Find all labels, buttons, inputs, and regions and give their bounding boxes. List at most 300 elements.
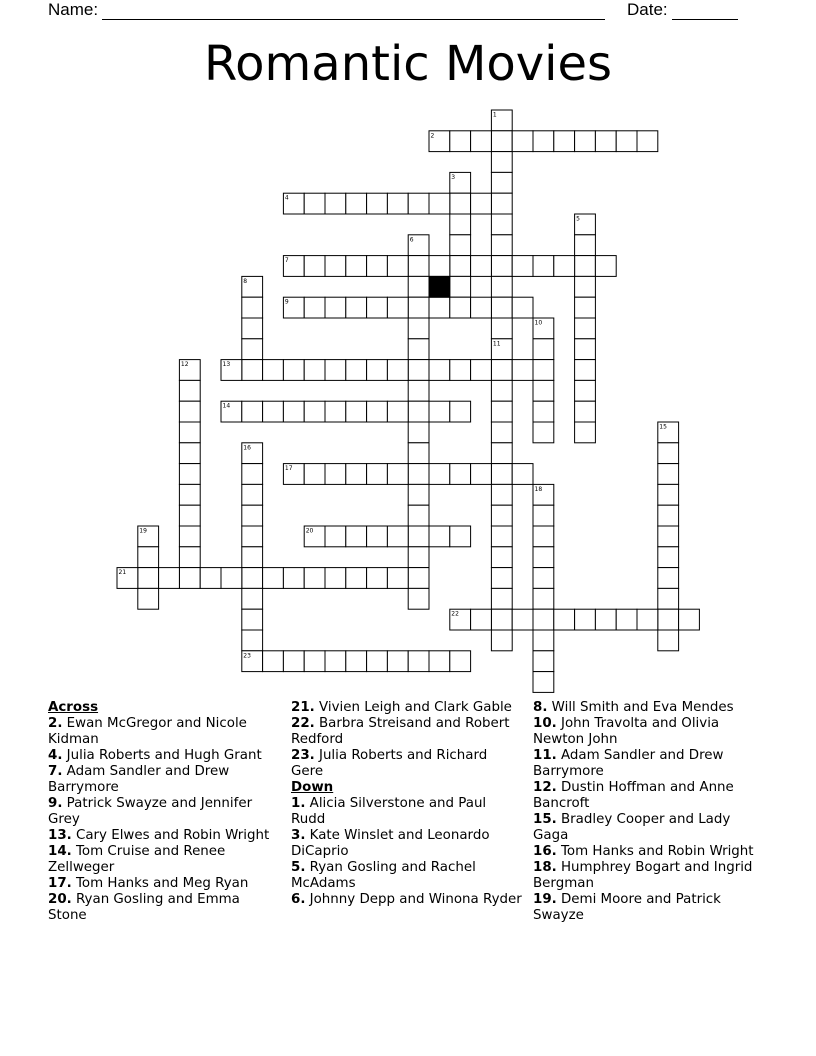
- clue-text: Patrick Swayze and Jennifer Grey: [48, 796, 253, 827]
- grid-cell[interactable]: [533, 380, 554, 401]
- clue-text: Dustin Hoffman and Anne Bancroft: [533, 780, 734, 811]
- grid-cell[interactable]: [491, 526, 512, 547]
- grid-cell[interactable]: [179, 568, 200, 589]
- grid-cell[interactable]: [512, 131, 533, 152]
- grid-cell[interactable]: [575, 131, 596, 152]
- grid-cell[interactable]: [387, 401, 408, 422]
- grid-cell[interactable]: [325, 360, 346, 381]
- grid-cell[interactable]: [221, 568, 242, 589]
- grid-cell[interactable]: [304, 193, 325, 214]
- grid-cell[interactable]: [491, 276, 512, 297]
- down-heading: Down: [291, 780, 334, 795]
- clue-number-15: 15: [659, 423, 667, 431]
- grid-cell[interactable]: [533, 526, 554, 547]
- grid-cell[interactable]: [429, 256, 450, 277]
- grid-cell[interactable]: [346, 193, 367, 214]
- clue-text: Tom Hanks and Robin Wright: [556, 844, 754, 859]
- clue-number: 7.: [48, 764, 63, 779]
- grid-cell[interactable]: [179, 505, 200, 526]
- clue-number-23: 23: [243, 652, 251, 660]
- grid-cell[interactable]: [429, 360, 450, 381]
- grid-cell[interactable]: [242, 339, 263, 360]
- grid-cell[interactable]: [408, 360, 429, 381]
- grid-cell[interactable]: [408, 256, 429, 277]
- grid-cell[interactable]: [491, 464, 512, 485]
- grid-cell[interactable]: [242, 484, 263, 505]
- grid-cell[interactable]: [658, 568, 679, 589]
- clue-number-12: 12: [180, 361, 189, 369]
- grid-cell[interactable]: [408, 547, 429, 568]
- grid-cell[interactable]: [408, 568, 429, 589]
- clue-text: Will Smith and Eva Mendes: [547, 700, 734, 715]
- grid-cell[interactable]: [491, 360, 512, 381]
- grid-cell[interactable]: [575, 297, 596, 318]
- clue-column-3: [533, 700, 768, 924]
- clue-number-19: 19: [139, 527, 147, 535]
- grid-cell[interactable]: [491, 256, 512, 277]
- grid-cell[interactable]: [242, 360, 263, 381]
- grid-cell[interactable]: [304, 651, 325, 672]
- grid-cell[interactable]: [533, 672, 554, 693]
- grid-cell[interactable]: [304, 401, 325, 422]
- grid-cell[interactable]: [179, 464, 200, 485]
- grid-cell[interactable]: [471, 297, 492, 318]
- grid-cell[interactable]: [325, 464, 346, 485]
- grid-cell[interactable]: [533, 651, 554, 672]
- grid-cell[interactable]: [263, 568, 284, 589]
- grid-cell[interactable]: [408, 443, 429, 464]
- clue-number-3: 3: [451, 173, 456, 181]
- grid-cell[interactable]: [491, 152, 512, 173]
- grid-cell[interactable]: [491, 484, 512, 505]
- clue-number-22: 22: [451, 610, 459, 618]
- grid-cell[interactable]: [179, 443, 200, 464]
- clue-text: Tom Hanks and Meg Ryan: [71, 876, 249, 891]
- down-clue: [533, 780, 768, 812]
- clue-number: 15.: [533, 812, 557, 827]
- clue-number: 3.: [291, 828, 306, 843]
- across-clue: [48, 828, 280, 844]
- grid-cell[interactable]: [242, 318, 263, 339]
- grid-cell[interactable]: [575, 235, 596, 256]
- clue-text: Kate Winslet and Leonardo DiCaprio: [291, 828, 490, 859]
- grid-cell[interactable]: [533, 568, 554, 589]
- grid-cell[interactable]: [367, 568, 388, 589]
- grid-cell[interactable]: [595, 131, 616, 152]
- name-label: Name:: [48, 0, 99, 19]
- clue-number: 2.: [48, 716, 63, 731]
- grid-cell[interactable]: [616, 609, 637, 630]
- grid-cell[interactable]: [325, 651, 346, 672]
- grid-cell[interactable]: [491, 568, 512, 589]
- grid-cell[interactable]: [283, 651, 304, 672]
- grid-cell[interactable]: [491, 422, 512, 443]
- grid-cell[interactable]: [533, 422, 554, 443]
- grid-cell[interactable]: [491, 214, 512, 235]
- clue-text: Adam Sandler and Drew Barrymore: [48, 764, 230, 795]
- grid-cell[interactable]: [679, 609, 700, 630]
- across-clue: [48, 748, 280, 764]
- grid-cell[interactable]: [658, 526, 679, 547]
- down-clue: [533, 860, 768, 892]
- grid-cell[interactable]: [304, 360, 325, 381]
- grid-cell[interactable]: [367, 193, 388, 214]
- clue-text: Barbra Streisand and Robert Redford: [291, 716, 510, 747]
- grid-cell[interactable]: [533, 588, 554, 609]
- grid-cell[interactable]: [200, 568, 221, 589]
- clue-number-2: 2: [430, 132, 435, 140]
- across-clue: [48, 796, 280, 828]
- clue-column-2: [291, 700, 523, 908]
- grid-cell[interactable]: [491, 630, 512, 651]
- grid-cell[interactable]: [242, 588, 263, 609]
- grid-cell[interactable]: [242, 609, 263, 630]
- grid-cell[interactable]: [263, 360, 284, 381]
- clue-text: Vivien Leigh and Clark Gable: [314, 700, 512, 715]
- grid-cell[interactable]: [179, 547, 200, 568]
- grid-cell[interactable]: [367, 297, 388, 318]
- grid-cell[interactable]: [491, 401, 512, 422]
- clue-number: 20.: [48, 892, 72, 907]
- clue-number-9: 9: [284, 298, 289, 306]
- grid-cell[interactable]: [263, 651, 284, 672]
- grid-cell[interactable]: [554, 256, 575, 277]
- across-clue: [291, 748, 523, 780]
- grid-cell[interactable]: [658, 609, 679, 630]
- across-clue: [48, 716, 280, 748]
- grid-cell[interactable]: [491, 318, 512, 339]
- grid-cell[interactable]: [450, 193, 471, 214]
- clue-number-16: 16: [243, 444, 251, 452]
- clue-number-17: 17: [284, 465, 293, 473]
- down-clue: [291, 892, 523, 908]
- clue-number: 18.: [533, 860, 557, 875]
- clue-number: 16.: [533, 844, 557, 859]
- grid-cell[interactable]: [450, 256, 471, 277]
- grid-cell[interactable]: [491, 443, 512, 464]
- grid-cell[interactable]: [575, 422, 596, 443]
- grid-cell[interactable]: [491, 193, 512, 214]
- date-label: Date:: [627, 0, 668, 19]
- grid-cell[interactable]: [408, 484, 429, 505]
- grid-cell[interactable]: [450, 464, 471, 485]
- grid-cell[interactable]: [533, 505, 554, 526]
- grid-cell[interactable]: [367, 256, 388, 277]
- grid-cell[interactable]: [450, 214, 471, 235]
- grid-cell[interactable]: [325, 256, 346, 277]
- grid-cell[interactable]: [346, 256, 367, 277]
- grid-cell[interactable]: [304, 297, 325, 318]
- grid-cell[interactable]: [575, 339, 596, 360]
- clue-number: 17.: [48, 876, 72, 891]
- grid-cell[interactable]: [533, 547, 554, 568]
- grid-cell[interactable]: [346, 360, 367, 381]
- grid-cell[interactable]: [575, 360, 596, 381]
- grid-cell[interactable]: [242, 297, 263, 318]
- grid-cell[interactable]: [283, 401, 304, 422]
- clue-text: Demi Moore and Patrick Swayze: [533, 892, 721, 923]
- grid-cell[interactable]: [387, 256, 408, 277]
- grid-cell[interactable]: [616, 131, 637, 152]
- grid-cell[interactable]: [325, 526, 346, 547]
- down-clue: [533, 892, 768, 924]
- clue-text: Julia Roberts and Richard Gere: [291, 748, 488, 779]
- grid-cell[interactable]: [325, 401, 346, 422]
- grid-cell[interactable]: [658, 484, 679, 505]
- grid-cell[interactable]: [346, 651, 367, 672]
- grid-cell[interactable]: [408, 339, 429, 360]
- clue-number: 22.: [291, 716, 315, 731]
- grid-cell[interactable]: [408, 297, 429, 318]
- across-heading: Across: [48, 700, 99, 715]
- clue-number-11: 11: [492, 340, 501, 348]
- across-clue: [291, 700, 523, 716]
- grid-cell[interactable]: [554, 609, 575, 630]
- grid-cell[interactable]: [512, 609, 533, 630]
- grid-cell[interactable]: [408, 588, 429, 609]
- grid-cell[interactable]: [491, 609, 512, 630]
- grid-cell[interactable]: [450, 131, 471, 152]
- grid-cell[interactable]: [429, 193, 450, 214]
- grid-cell[interactable]: [408, 651, 429, 672]
- grid-cell[interactable]: [491, 380, 512, 401]
- grid-cell[interactable]: [408, 318, 429, 339]
- clue-number: 23.: [291, 748, 315, 763]
- grid-cell[interactable]: [242, 505, 263, 526]
- clue-number: 10.: [533, 716, 557, 731]
- grid-cell[interactable]: [575, 401, 596, 422]
- clue-number: 11.: [533, 748, 557, 763]
- grid-cell[interactable]: [512, 256, 533, 277]
- grid-cell[interactable]: [450, 526, 471, 547]
- grid-cell[interactable]: [450, 276, 471, 297]
- grid-cell[interactable]: [242, 526, 263, 547]
- clue-text: Bradley Cooper and Lady Gaga: [533, 812, 731, 843]
- grid-cell[interactable]: [429, 401, 450, 422]
- grid-cell[interactable]: [533, 609, 554, 630]
- grid-cell[interactable]: [429, 464, 450, 485]
- grid-cell[interactable]: [512, 297, 533, 318]
- grid-cell[interactable]: [283, 568, 304, 589]
- clue-text: John Travolta and Olivia Newton John: [533, 716, 720, 747]
- clue-number-5: 5: [576, 215, 580, 223]
- grid-cell[interactable]: [408, 526, 429, 547]
- grid-cell[interactable]: [595, 609, 616, 630]
- grid-cell[interactable]: [179, 380, 200, 401]
- grid-cell[interactable]: [304, 464, 325, 485]
- grid-cell[interactable]: [533, 401, 554, 422]
- grid-cell[interactable]: [346, 401, 367, 422]
- grid-cell[interactable]: [491, 547, 512, 568]
- grid-cell[interactable]: [159, 568, 180, 589]
- grid-cell[interactable]: [491, 172, 512, 193]
- grid-cell[interactable]: [408, 401, 429, 422]
- grid-cell[interactable]: [367, 526, 388, 547]
- down-clue: [533, 748, 768, 780]
- across-clue: [48, 764, 280, 796]
- grid-cell[interactable]: [387, 360, 408, 381]
- clue-number-21: 21: [118, 569, 127, 577]
- grid-cell[interactable]: [471, 360, 492, 381]
- grid-cell[interactable]: [179, 422, 200, 443]
- grid-cell[interactable]: [491, 588, 512, 609]
- clue-number: 19.: [533, 892, 557, 907]
- grid-cell[interactable]: [387, 297, 408, 318]
- clue-text: Alicia Silverstone and Paul Rudd: [291, 796, 487, 827]
- grid-cell[interactable]: [512, 360, 533, 381]
- clue-number: 13.: [48, 828, 72, 843]
- grid-cell[interactable]: [575, 609, 596, 630]
- down-clue: [533, 716, 768, 748]
- grid-cell[interactable]: [658, 547, 679, 568]
- grid-cell[interactable]: [491, 297, 512, 318]
- grid-cell[interactable]: [346, 297, 367, 318]
- grid-cell[interactable]: [533, 256, 554, 277]
- clue-number: 9.: [48, 796, 63, 811]
- grid-cell[interactable]: [533, 630, 554, 651]
- grid-cell[interactable]: [512, 464, 533, 485]
- grid-cell[interactable]: [450, 651, 471, 672]
- clue-number-7: 7: [284, 257, 289, 265]
- clue-number: 21.: [291, 700, 315, 715]
- clue-text: Johnny Depp and Winona Ryder: [305, 892, 522, 907]
- grid-cell[interactable]: [575, 256, 596, 277]
- grid-cell[interactable]: [658, 464, 679, 485]
- grid-cell[interactable]: [554, 131, 575, 152]
- clue-number: 14.: [48, 844, 72, 859]
- grid-cell[interactable]: [450, 360, 471, 381]
- grid-cell[interactable]: [471, 609, 492, 630]
- grid-cell[interactable]: [491, 235, 512, 256]
- grid-cell[interactable]: [304, 256, 325, 277]
- grid-cell[interactable]: [408, 422, 429, 443]
- grid-cell[interactable]: [450, 235, 471, 256]
- grid-cell[interactable]: [242, 568, 263, 589]
- clue-text: Cary Elwes and Robin Wright: [71, 828, 270, 843]
- down-clue: [533, 812, 768, 844]
- clue-number: 6.: [291, 892, 306, 907]
- clue-number-18: 18: [534, 485, 543, 493]
- grid-cell[interactable]: [575, 380, 596, 401]
- grid-cell[interactable]: [408, 505, 429, 526]
- clue-number: 8.: [533, 700, 548, 715]
- clue-number-14: 14: [222, 402, 231, 410]
- grid-cell[interactable]: [367, 464, 388, 485]
- clue-number: 12.: [533, 780, 557, 795]
- down-clue: [291, 860, 523, 892]
- grid-cell[interactable]: [179, 484, 200, 505]
- grid-cell[interactable]: [408, 380, 429, 401]
- grid-cell[interactable]: [242, 547, 263, 568]
- down-clue: [533, 700, 768, 716]
- grid-cell[interactable]: [658, 588, 679, 609]
- grid-cell[interactable]: [346, 464, 367, 485]
- across-clue: [48, 844, 280, 876]
- grid-cell[interactable]: [263, 401, 284, 422]
- grid-cell[interactable]: [471, 464, 492, 485]
- grid-cell[interactable]: [471, 193, 492, 214]
- clue-number-8: 8: [243, 277, 248, 285]
- grid-cell[interactable]: [367, 360, 388, 381]
- grid-cell[interactable]: [429, 526, 450, 547]
- grid-cell[interactable]: [387, 526, 408, 547]
- grid-cell[interactable]: [575, 276, 596, 297]
- page-title: Romantic Movies: [203, 36, 613, 92]
- grid-cell[interactable]: [138, 588, 159, 609]
- grid-cell[interactable]: [325, 193, 346, 214]
- grid-cell[interactable]: [387, 651, 408, 672]
- grid-cell[interactable]: [304, 568, 325, 589]
- grid-cell[interactable]: [491, 505, 512, 526]
- grid-cell[interactable]: [658, 630, 679, 651]
- grid-cell[interactable]: [429, 651, 450, 672]
- clue-text: Humphrey Bogart and Ingrid Bergman: [533, 860, 753, 891]
- grid-cell[interactable]: [179, 401, 200, 422]
- grid-cell[interactable]: [387, 464, 408, 485]
- grid-cell[interactable]: [429, 297, 450, 318]
- grid-cell[interactable]: [658, 505, 679, 526]
- grid-cell[interactable]: [595, 256, 616, 277]
- grid-cell[interactable]: [533, 339, 554, 360]
- clue-number-6: 6: [409, 236, 414, 244]
- grid-cell[interactable]: [408, 193, 429, 214]
- grid-cell[interactable]: [179, 526, 200, 547]
- grid-cell[interactable]: [533, 131, 554, 152]
- grid-cell[interactable]: [491, 131, 512, 152]
- grid-cell[interactable]: [658, 443, 679, 464]
- grid-cell[interactable]: [533, 360, 554, 381]
- grid-cell[interactable]: [387, 568, 408, 589]
- clue-text: Ewan McGregor and Nicole Kidman: [48, 716, 247, 747]
- clue-number-1: 1: [492, 111, 497, 119]
- grid-cell[interactable]: [346, 526, 367, 547]
- clue-number-4: 4: [284, 194, 289, 202]
- clue-text: Ryan Gosling and Rachel McAdams: [291, 860, 476, 891]
- across-clue: [48, 892, 280, 924]
- grid-cell[interactable]: [637, 609, 658, 630]
- grid-cell[interactable]: [325, 568, 346, 589]
- grid-cell[interactable]: [346, 568, 367, 589]
- clue-text: Julia Roberts and Hugh Grant: [62, 748, 262, 763]
- grid-cell[interactable]: [325, 297, 346, 318]
- grid-cell[interactable]: [367, 401, 388, 422]
- grid-cell[interactable]: [575, 318, 596, 339]
- clue-number-10: 10: [534, 319, 543, 327]
- grid-cell[interactable]: [138, 547, 159, 568]
- across-clue: [291, 716, 523, 748]
- grid-cell[interactable]: [242, 630, 263, 651]
- grid-cell[interactable]: [471, 131, 492, 152]
- grid-cell[interactable]: [637, 131, 658, 152]
- grid-cell[interactable]: [242, 464, 263, 485]
- grid-cell[interactable]: [450, 401, 471, 422]
- grid-cell[interactable]: [242, 401, 263, 422]
- clue-number: 4.: [48, 748, 63, 763]
- grid-cell[interactable]: [387, 193, 408, 214]
- grid-cell[interactable]: [283, 360, 304, 381]
- clue-column-1: [48, 700, 280, 924]
- clue-text: Adam Sandler and Drew Barrymore: [533, 748, 724, 779]
- grid-cell[interactable]: [408, 464, 429, 485]
- grid-cell[interactable]: [450, 297, 471, 318]
- grid-cell[interactable]: [138, 568, 159, 589]
- down-clue: [533, 844, 768, 860]
- clue-number-13: 13: [222, 361, 231, 369]
- grid-cell[interactable]: [408, 276, 429, 297]
- grid-cell[interactable]: [471, 256, 492, 277]
- clue-text: Ryan Gosling and Emma Stone: [48, 892, 240, 923]
- grid-cell[interactable]: [367, 651, 388, 672]
